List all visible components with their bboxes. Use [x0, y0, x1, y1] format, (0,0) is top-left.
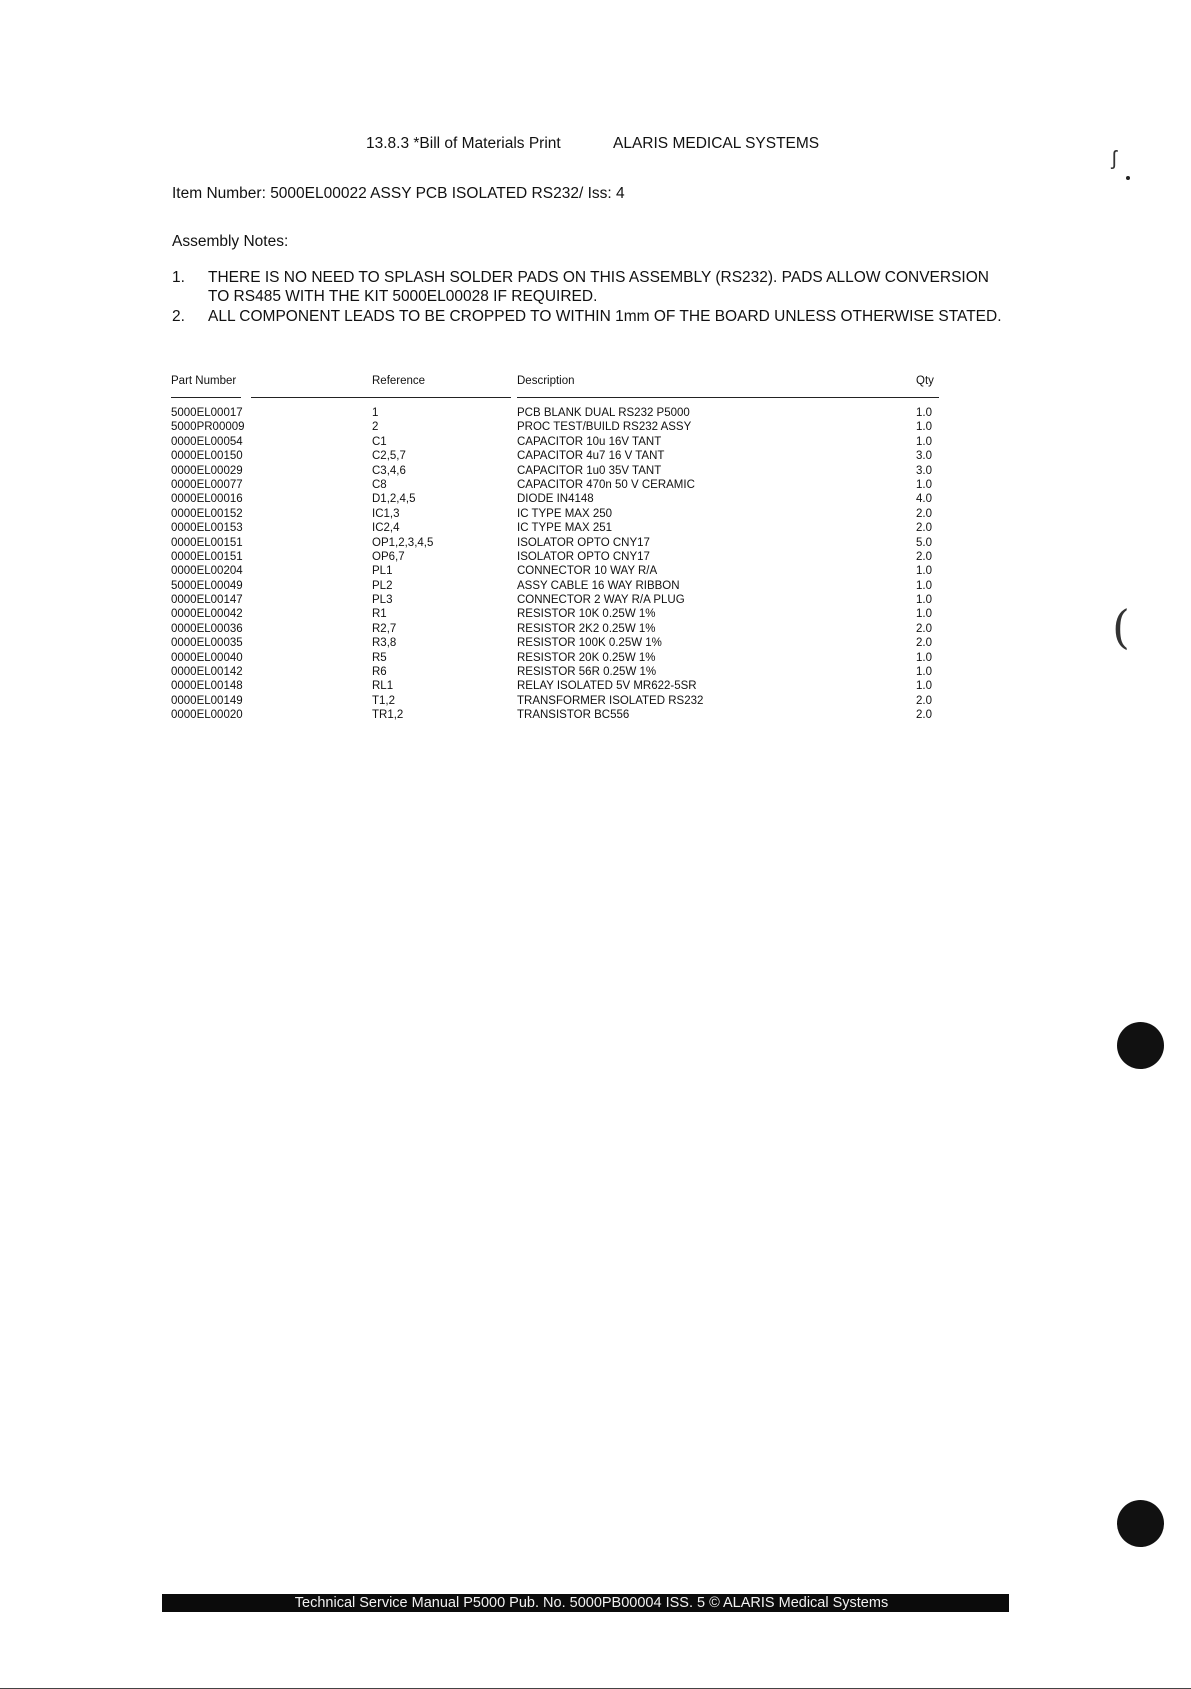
cell-part-number: 0000EL00148 — [171, 680, 243, 693]
cell-reference: IC1,3 — [372, 507, 400, 520]
cell-qty: 3.0 — [916, 464, 932, 477]
footer-text: Technical Service Manual P5000 Pub. No. 5000PB00004 ISS. 5 © ALARIS Medical Systems — [294, 1595, 889, 1611]
cell-reference: PL2 — [372, 579, 393, 592]
note-text: ALL COMPONENT LEADS TO BE CROPPED TO WITHIN 1mm OF THE BOARD UNLESS OTHERWISE STATED. — [208, 308, 1002, 325]
cell-description: CAPACITOR 470n 50 V CERAMIC — [517, 478, 695, 491]
cell-part-number: 0000EL00040 — [171, 651, 243, 664]
cell-qty: 1.0 — [916, 565, 932, 578]
cell-part-number: 0000EL00020 — [171, 709, 243, 722]
table-row — [171, 507, 939, 521]
cell-qty: 2.0 — [916, 522, 932, 535]
cell-qty: 2.0 — [916, 507, 932, 520]
cell-reference: C1 — [372, 435, 387, 448]
cell-description: DIODE IN4148 — [517, 493, 594, 506]
cell-part-number: 0000EL00077 — [171, 478, 243, 491]
table-row — [171, 593, 939, 607]
cell-qty: 2.0 — [916, 637, 932, 650]
cell-description: CONNECTOR 10 WAY R/A — [517, 565, 658, 578]
note-number: 2. — [172, 308, 185, 325]
table-row — [171, 478, 939, 492]
cell-reference: C2,5,7 — [372, 450, 406, 463]
table-row — [171, 708, 939, 722]
note-item — [172, 307, 1012, 326]
cell-part-number: 0000EL00029 — [171, 464, 243, 477]
cell-description: PROC TEST/BUILD RS232 ASSY — [517, 421, 692, 434]
cell-description: RESISTOR 100K 0.25W 1% — [517, 637, 662, 650]
cell-qty: 1.0 — [916, 421, 932, 434]
header-rule — [251, 397, 511, 398]
assembly-notes-list — [172, 268, 1012, 327]
cell-qty: 1.0 — [916, 478, 932, 491]
cell-description: ASSY CABLE 16 WAY RIBBON — [517, 579, 680, 592]
cell-qty: 1.0 — [916, 579, 932, 592]
table-row — [171, 679, 939, 693]
cell-part-number: 5000EL00017 — [171, 407, 243, 419]
cell-part-number: 0000EL00151 — [171, 550, 243, 563]
cell-reference: 2 — [372, 421, 379, 434]
cell-part-number: 5000EL00049 — [171, 579, 243, 592]
cell-reference: R1 — [372, 608, 387, 621]
table-row — [171, 521, 939, 535]
table-row — [171, 694, 939, 708]
cell-qty: 2.0 — [916, 622, 932, 635]
header-rule — [171, 397, 241, 398]
cell-qty: 3.0 — [916, 450, 932, 463]
section-title: 13.8.3 *Bill of Materials Print — [366, 135, 561, 152]
cell-part-number: 5000PR00009 — [171, 421, 245, 434]
col-header-reference: Reference — [372, 375, 426, 387]
table-row — [171, 492, 939, 506]
note-item — [172, 268, 1012, 306]
cell-description: CAPACITOR 1u0 35V TANT — [517, 464, 662, 477]
cell-reference: C3,4,6 — [372, 464, 406, 477]
cell-reference: R6 — [372, 666, 387, 679]
item-number-line: Item Number: 5000EL00022 ASSY PCB ISOLATED RS232/ Iss: 4 — [172, 185, 625, 202]
cell-description: RESISTOR 56R 0.25W 1% — [517, 666, 657, 679]
scan-artifact-mark: ʃ — [1112, 148, 1117, 170]
cell-qty: 1.0 — [916, 608, 932, 621]
cell-reference: 1 — [372, 407, 379, 419]
cell-qty: 2.0 — [916, 550, 932, 563]
cell-description: IC TYPE MAX 250 — [517, 507, 613, 520]
cell-reference: R3,8 — [372, 637, 397, 650]
table-row — [171, 536, 939, 550]
table-row — [171, 579, 939, 593]
cell-description: TRANSFORMER ISOLATED RS232 — [517, 694, 704, 707]
table-row — [171, 464, 939, 478]
footer-bar — [162, 1594, 1009, 1612]
col-header-description: Description — [517, 375, 575, 387]
cell-description: RESISTOR 2K2 0.25W 1% — [517, 622, 656, 635]
cell-reference: TR1,2 — [372, 709, 404, 722]
bom-table-header — [171, 375, 939, 395]
punch-hole — [1117, 1022, 1164, 1069]
header-rule — [517, 397, 939, 398]
cell-description: RELAY ISOLATED 5V MR622-5SR — [517, 680, 697, 693]
cell-reference: RL1 — [372, 680, 394, 693]
cell-description: TRANSISTOR BC556 — [517, 709, 630, 722]
cell-reference: PL1 — [372, 565, 393, 578]
cell-part-number: 0000EL00152 — [171, 507, 243, 520]
bom-table-body — [171, 406, 939, 723]
cell-qty: 1.0 — [916, 666, 932, 679]
cell-qty: 4.0 — [916, 493, 932, 506]
bom-table — [171, 375, 939, 722]
cell-reference: OP6,7 — [372, 550, 405, 563]
cell-part-number: 0000EL00054 — [171, 435, 243, 448]
table-row — [171, 406, 939, 420]
cell-qty: 5.0 — [916, 536, 932, 549]
assembly-notes-heading: Assembly Notes: — [172, 233, 289, 250]
cell-qty: 2.0 — [916, 694, 932, 707]
cell-reference: PL3 — [372, 594, 393, 607]
note-text: THERE IS NO NEED TO SPLASH SOLDER PADS ON THIS ASSEMBLY (RS232). PADS ALLOW CONVERSION TO RS485 WITH THE KIT 5000EL00028 IF REQUIRED. — [208, 269, 989, 305]
table-row — [171, 651, 939, 665]
cell-description: ISOLATOR OPTO CNY17 — [517, 536, 650, 549]
cell-part-number: 0000EL00153 — [171, 522, 243, 535]
cell-description: CAPACITOR 4u7 16 V TANT — [517, 450, 665, 463]
cell-part-number: 0000EL00149 — [171, 694, 243, 707]
table-row — [171, 435, 939, 449]
scan-artifact-dot — [1126, 176, 1130, 180]
cell-reference: R5 — [372, 651, 387, 664]
col-header-part-number: Part Number — [171, 375, 237, 387]
cell-reference: T1,2 — [372, 694, 396, 707]
cell-description: PCB BLANK DUAL RS232 P5000 — [517, 407, 690, 419]
cell-part-number: 0000EL00204 — [171, 565, 243, 578]
cell-description: CONNECTOR 2 WAY R/A PLUG — [517, 594, 685, 607]
cell-description: RESISTOR 10K 0.25W 1% — [517, 608, 656, 621]
cell-part-number: 0000EL00036 — [171, 622, 243, 635]
cell-qty: 1.0 — [916, 435, 932, 448]
cell-qty: 1.0 — [916, 594, 932, 607]
cell-description: ISOLATOR OPTO CNY17 — [517, 550, 650, 563]
cell-part-number: 0000EL00151 — [171, 536, 243, 549]
cell-description: RESISTOR 20K 0.25W 1% — [517, 651, 656, 664]
punch-hole — [1117, 1500, 1164, 1547]
scan-artifact-bracket: ( — [1112, 600, 1130, 654]
cell-description: IC TYPE MAX 251 — [517, 522, 613, 535]
cell-qty: 1.0 — [916, 680, 932, 693]
table-row — [171, 564, 939, 578]
cell-qty: 2.0 — [916, 709, 932, 722]
cell-part-number: 0000EL00042 — [171, 608, 243, 621]
cell-qty: 1.0 — [916, 407, 932, 419]
cell-part-number: 0000EL00142 — [171, 666, 243, 679]
cell-reference: D1,2,4,5 — [372, 493, 416, 506]
col-header-qty: Qty — [916, 375, 934, 387]
cell-part-number: 0000EL00016 — [171, 493, 243, 506]
cell-reference: C8 — [372, 478, 387, 491]
cell-part-number: 0000EL00150 — [171, 450, 243, 463]
table-row — [171, 622, 939, 636]
cell-reference: OP1,2,3,4,5 — [372, 536, 434, 549]
table-row — [171, 665, 939, 679]
table-row — [171, 449, 939, 463]
table-row — [171, 550, 939, 564]
cell-qty: 1.0 — [916, 651, 932, 664]
table-row — [171, 607, 939, 621]
cell-description: CAPACITOR 10u 16V TANT — [517, 435, 662, 448]
cell-reference: IC2,4 — [372, 522, 400, 535]
cell-reference: R2,7 — [372, 622, 397, 635]
table-row — [171, 420, 939, 434]
cell-part-number: 0000EL00147 — [171, 594, 243, 607]
table-row — [171, 636, 939, 650]
cell-part-number: 0000EL00035 — [171, 637, 243, 650]
company-name: ALARIS MEDICAL SYSTEMS — [613, 135, 820, 152]
note-number: 1. — [172, 269, 185, 286]
